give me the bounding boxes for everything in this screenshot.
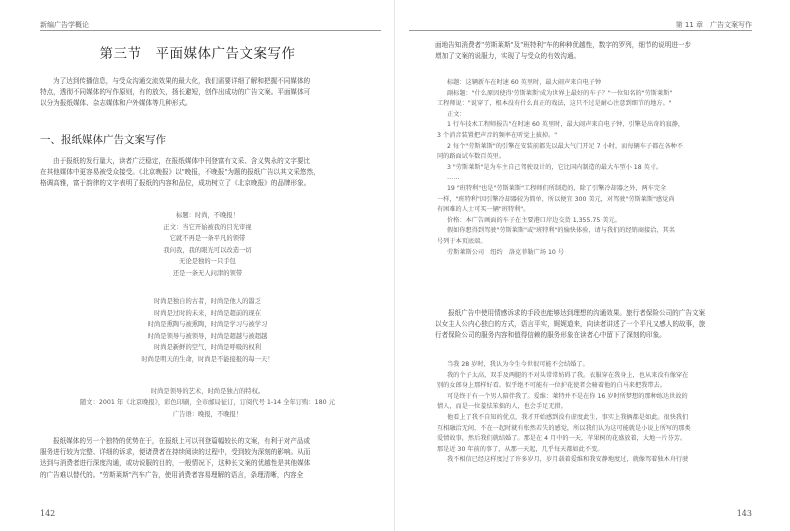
intro-paragraph — [40, 76, 375, 110]
intro-line: 特点，透彻不同媒体的写作原则，有的放矢，扬长避短，创作出成功的广告文案。平面媒体可 — [40, 88, 311, 97]
ad-line: 工程师说："说穿了，根本没有什么真正的戏法，这只不过是耐心注意到细节的地方。" — [437, 100, 672, 108]
paragraph-line: 面地告知消费者"劳斯莱斯"及"班特利"车的种种优越性，数字的罗列，细节的说明进一步 — [435, 41, 692, 49]
story-line: 我不相信已经这样度过了许多岁月，岁月载着爱维和我安静地度过，就像驾着独木舟行驶 — [447, 456, 689, 464]
story-line: 情人，而是一位羞怯笨拙的人，也会手足无措。 — [437, 403, 567, 411]
intro-line: 为了达到传播信息，与受众沟通交流效果的最大化，我们需要详细了解和把握不同媒体的 — [53, 77, 311, 85]
ad-line: 3 "劳斯莱斯"是为车主自己驾驶设计的，它比国内制造的最大车型小 18 英寸。 — [447, 163, 663, 171]
ad-line: 1 行车技术工程师报告"在时速 60 英里时，最大闹声来自电子钟，引擎是出奇的寂静， — [447, 121, 685, 129]
poem-line: 时尚是领导与被领导，时尚是超越与被超越 — [147, 332, 268, 340]
subsection-heading: 一、报纸媒体广告文案写作 — [40, 134, 166, 146]
running-head-right: 第 11 章 广告文案写作 — [675, 21, 752, 29]
story-line: 当我 28 岁时，我认为今生今世很可能不会结婚了。 — [447, 361, 589, 368]
paragraph-line: 报纸广告中使用情感诉求的手段也能够达到理想的沟通效果。旅行者保险公司的广告文案 — [448, 309, 706, 317]
poem-line: 时尚是熏陶与被熏陶，时尚是学习与被学习 — [147, 321, 268, 328]
poem-line: 无论是独的一只手包 — [179, 258, 236, 265]
poem-line: 还是一条无人问津的领带 — [172, 269, 243, 277]
ad-line: 正文： — [447, 110, 466, 118]
ad-copy-stanza-2 — [40, 296, 375, 365]
paragraph-line: 服务进行较为完整、详细的诉求，便诸费者在持续阅读的过程中，受到较为深刻的影响。从而 — [40, 448, 311, 457]
paragraph-line: 达到与消费者进行深度沟通，或功说服的目的，一般情况下，这种长文案的优越性是其他媒体 — [40, 459, 311, 468]
ad-line: 同的路面试车数百英里。 — [437, 153, 506, 161]
continuation-paragraph — [435, 40, 752, 62]
newspaper-paragraph — [40, 156, 375, 190]
paragraph-line: 以女主人公内心独白的方式，语言平实，娓娓道来，向读者讲述了一个平凡又感人的故事，旅 — [435, 320, 706, 329]
ad-line: 号列于本页底端。 — [437, 237, 487, 245]
header-rule-right — [409, 30, 752, 31]
header-rule-left — [40, 30, 381, 31]
page-number-left: 142 — [40, 509, 56, 518]
story-line: 别的女郎身上那样好看。似乎绝不可能有一位护花使者会骑着他的白马来把我带去。 — [437, 382, 666, 390]
paragraph-line: 在其他媒体中更容易被受众接受。《北京晚报》以"晚报，不晚报"为题的报纸广告以其文采悠然， — [40, 168, 320, 177]
emotional-appeal-paragraph — [435, 308, 752, 342]
right-page — [395, 0, 790, 531]
poem-line: 时尚是独自的古者，时尚是他人的嚣乏 — [153, 298, 262, 305]
ad-line: 19 "班特利"也是"劳斯莱斯"工程师们所制造的，除了引擎冷却器之外，两车完全 — [447, 184, 667, 192]
paragraph-line: 由于报纸的发行量大，读者广泛稳定，在报纸媒体中刊登富有文采、含义隽永的文字要比 — [53, 157, 311, 165]
long-copy-paragraph — [40, 436, 375, 481]
story-line: 他看上了我不自知的优点，我才开始感到没有虚度此生，事实上我俩都是如此。很快我们 — [447, 413, 689, 421]
ad-line: …… — [447, 174, 460, 182]
poem-line: 时尚是新鲜的空气，时尚是呼吸的权利 — [153, 344, 262, 351]
poem-line: 它就不再是一条平凡的领带 — [169, 235, 246, 242]
page-number-right: 143 — [736, 509, 752, 518]
poem-line: 标题：时尚，不晚报！ — [176, 212, 239, 219]
paragraph-line: 增加了文案的说服力，实现了与受众的有效沟通。 — [435, 52, 581, 61]
poem-line: 我问我，我的眼光可以改造一切 — [163, 246, 252, 254]
poem-line: 时尚是过时的未来，时尚是超前的现在 — [153, 309, 262, 317]
ad-line: 有困难的人士可买一辆"班特利"。 — [437, 206, 530, 214]
ad-line: 劳斯莱斯公司 纽约 洛克菲勒广场 10 号 — [447, 248, 564, 256]
section-title: 第三节 平面媒体广告文案写作 — [99, 46, 296, 62]
story-line: 可是终于有一个男人陪伴我了。爱维：莱特并不是在你 16 岁时所梦想的那种练达世故的 — [447, 392, 688, 400]
story-line: 我的个子太高，双手及两腿的不对头常常妨碍了我。衣服穿在我身上，也从来没有像穿在 — [447, 371, 689, 379]
source-line: 时尚是领导的艺术，时尚是独占的特权。 — [150, 388, 265, 395]
ad-line: 副标题："什么原因使得'劳斯莱斯'成为世界上最好的车子？"一位知名的"劳斯莱斯" — [447, 89, 673, 97]
poem-line: 正文：当它开始被我的目光审视 — [163, 223, 252, 231]
story-line: 互相融洽无间，不在一起时就有怅然若失的感觉，所以我们认为这可能就是小说上所写的那类 — [437, 424, 691, 432]
ad-line: 2 每个"劳斯莱斯"的引擎在安装前都先以最大气门开足 7 小时，而每辆车子都在各种不 — [447, 142, 684, 150]
story-line: 爱情故事，然后我们就结婚了。那是在 4 月中的一天，苹果树的花盛放着，大地一片芬芳。 — [437, 435, 687, 443]
ad-line: 标题：这辆新车在时速 60 英里时，最大闹声来自电子钟 — [447, 79, 602, 86]
subsection-heading-wrap — [40, 132, 375, 147]
ad-copy-stanza-1 — [40, 210, 375, 279]
insurance-ad-story — [437, 360, 752, 466]
paragraph-line: 报纸媒体的另一个独特的优势在于，在报纸上可以刊登篇幅较长的文案，有利于对产品或 — [53, 437, 311, 445]
paragraph-line: 行者保险公司的服务内容和值得信赖的服务形象在读者心中留下了深刻的印象。 — [435, 331, 666, 340]
rolls-royce-ad-copy — [437, 78, 752, 258]
paragraph-line: 格调高雅，富于韵律的文字表明了报纸的内容和品位，成功树立了《北京晚报》的品牌形象。 — [40, 179, 311, 188]
running-head-left: 新编广告学概论 — [40, 21, 89, 29]
intro-line: 以分为报纸媒体、杂志媒体和户外媒体等几种形式。 — [40, 99, 192, 108]
source-line: 广告语：晚报，不晚报！ — [172, 410, 243, 418]
ad-line: 价格：本广告画面的车子在主要港口岸边交货 1,355.75 美元。 — [447, 216, 621, 224]
ad-line: 一样，"班特利"因引擎冷却器较为简单，所以便宜 300 美元，对驾驶"劳斯莱斯"感觉尚 — [437, 195, 675, 203]
paragraph-line: 的广告难以替代的。"劳斯莱斯"汽车广告，使用消费者容易理解的语言，条理清晰，内容全 — [40, 470, 304, 479]
story-line: 那是近 30 年前的事了，从那一天起，几乎每天都如此不变。 — [437, 445, 604, 453]
poem-line: 时尚是明天的生命，时尚是不能接报的每一天！ — [141, 355, 274, 363]
ad-copy-source — [40, 386, 375, 420]
source-line: 随文：2001 年《北京晚报》，彩色印刷，全市邮局征订，订阅代号 1-14 全年订购：180 元 — [80, 399, 335, 407]
ad-line: 假如你想得到驾驶"劳斯莱斯"或"班特利"的愉快体验，请与我们的经销商接洽，其名 — [447, 227, 675, 235]
ad-line: 3 个消音装置把声音的频率在听觉上拔掉。" — [437, 131, 558, 139]
